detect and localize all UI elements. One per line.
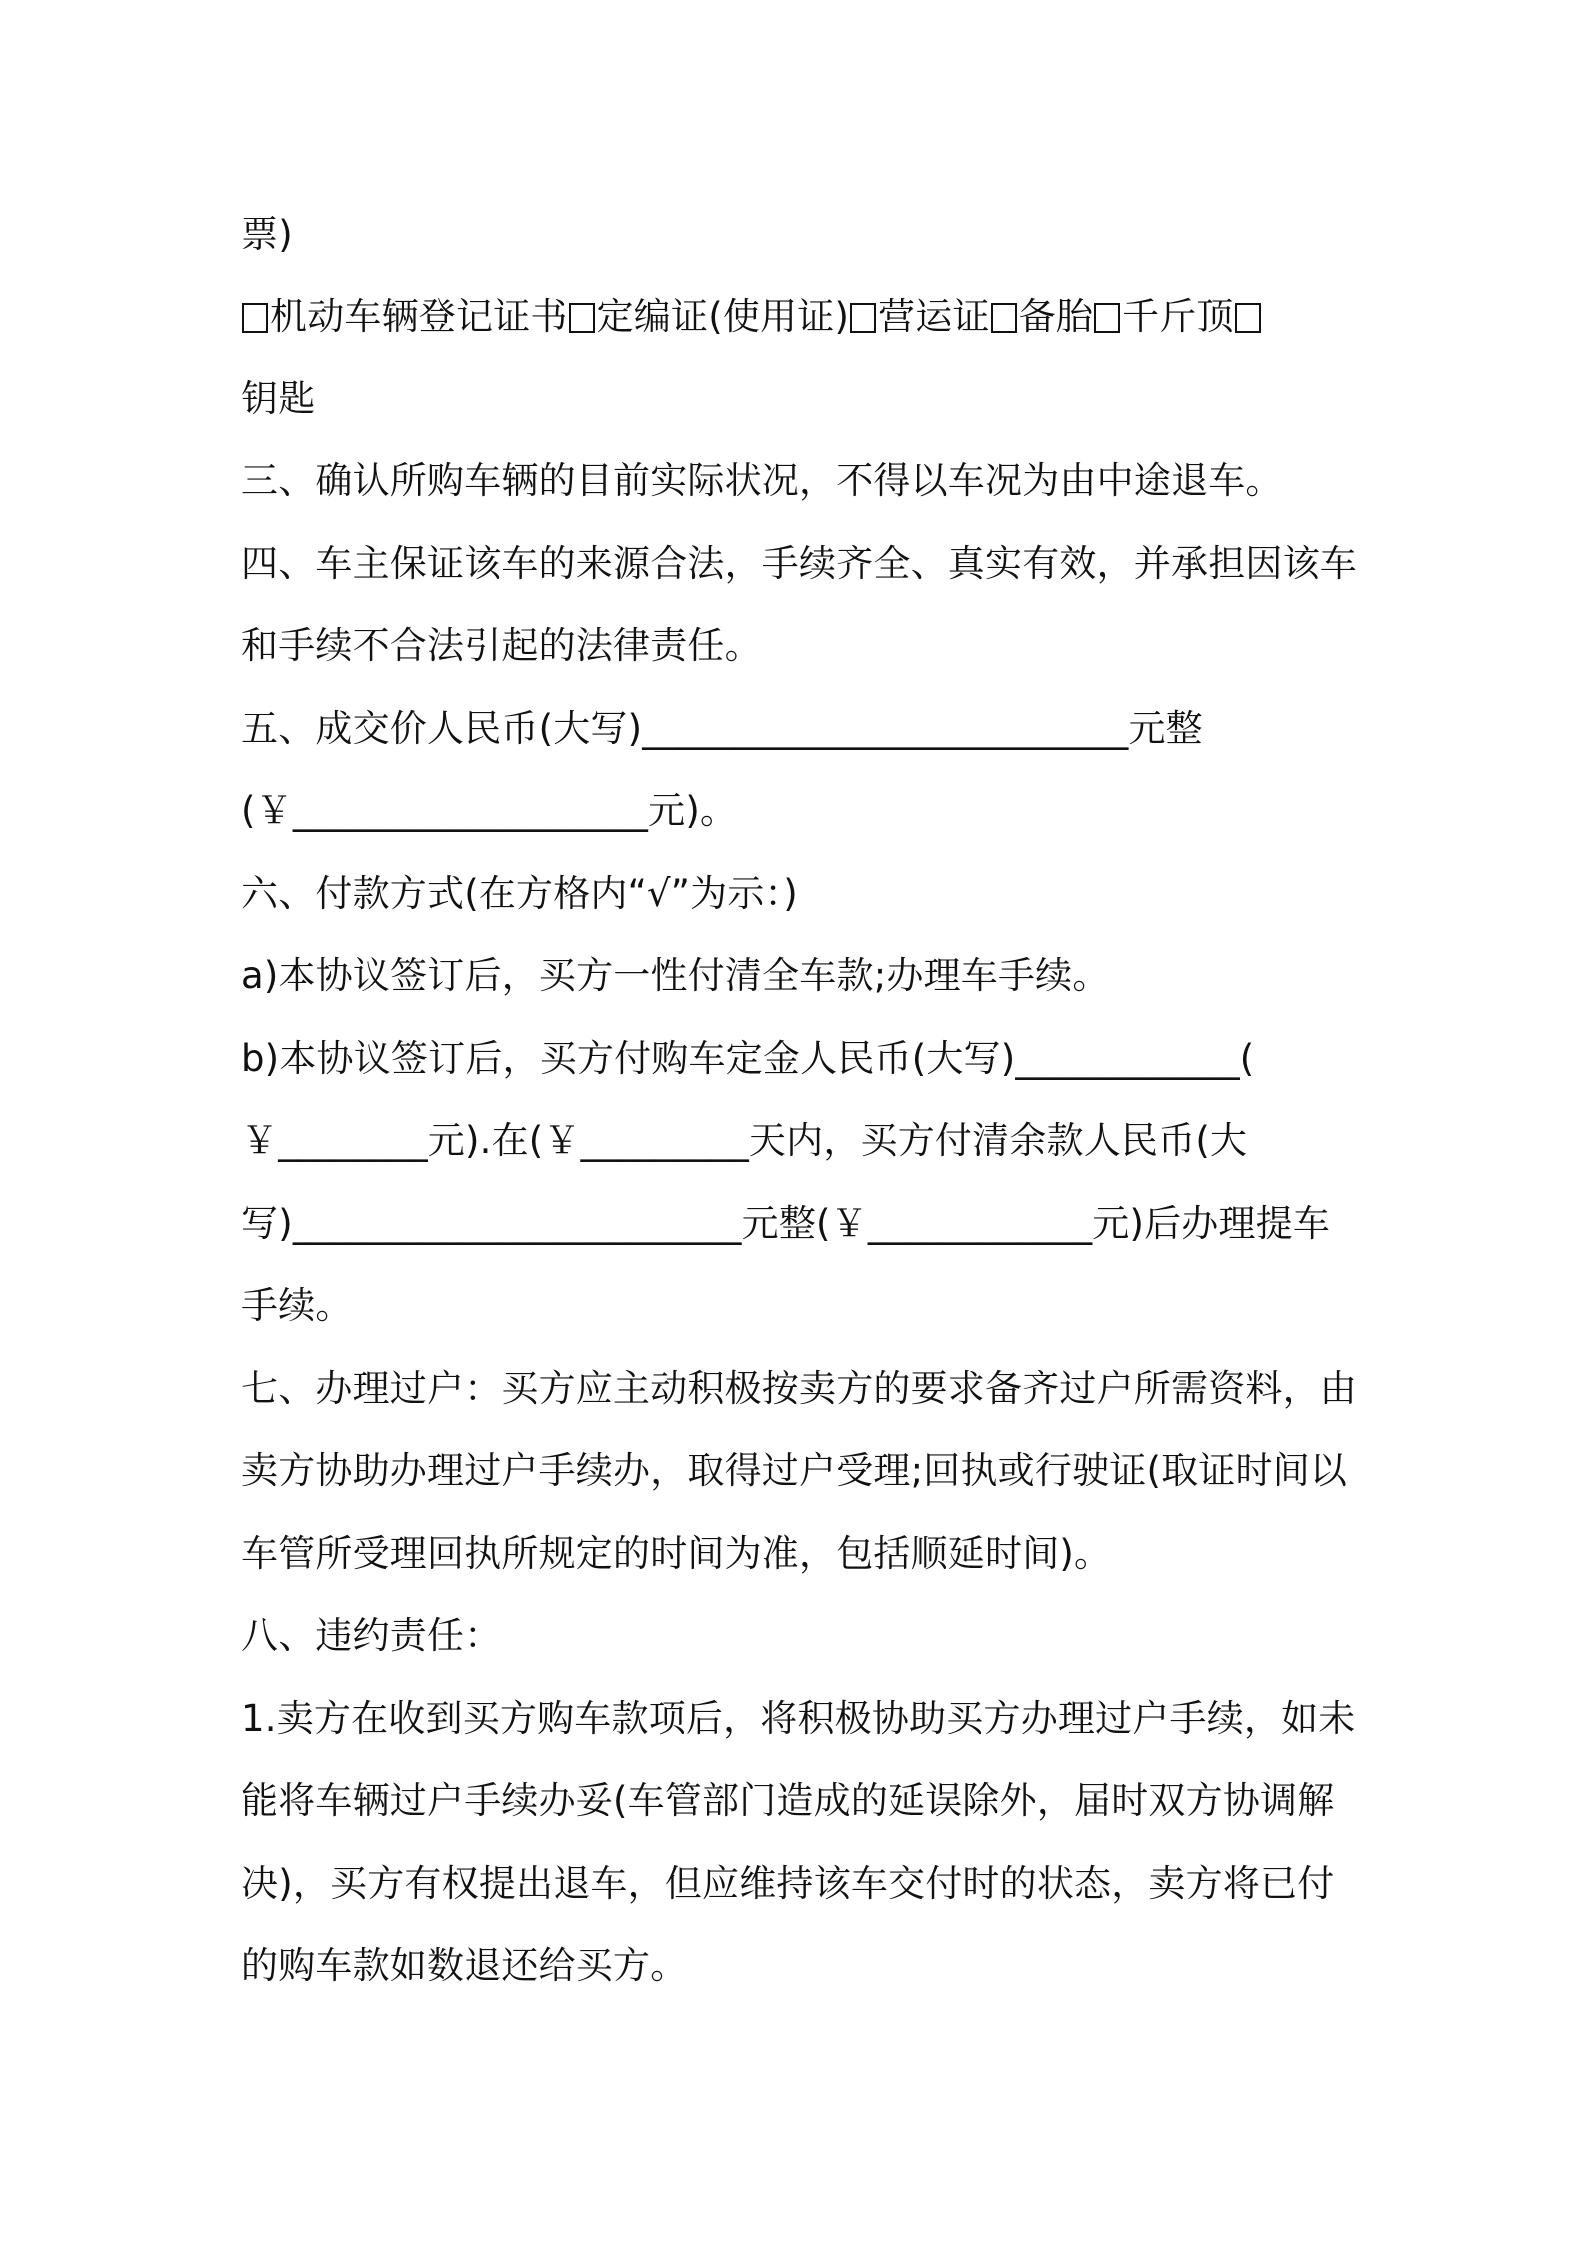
text-line-1: 票)	[241, 213, 293, 256]
clause-8-item-1-line-4: 的购车款如数退还给买方。	[241, 1944, 688, 1987]
clause-6-option-b-line-2: ￥________元).在(￥_________天内，买方付清余款人民币(大	[241, 1119, 1248, 1162]
checkbox-quota-certificate[interactable]	[569, 303, 595, 333]
clause-7-line-2: 卖方协助办理过户手续办，取得过户受理;回执或行驶证(取证时间以	[241, 1449, 1348, 1492]
clause-7-line-1: 七、办理过户：买方应主动积极按卖方的要求备齐过户所需资料，由	[241, 1367, 1357, 1410]
checklist-item-spare-tire: 备胎	[1018, 295, 1094, 338]
checkbox-jack[interactable]	[1094, 303, 1120, 333]
clause-6-option-b-line-4: 手续。	[241, 1284, 353, 1327]
clause-7-line-3: 车管所受理回执所规定的时间为准，包括顺延时间)。	[241, 1532, 1112, 1575]
clause-4-line-1: 四、车主保证该车的来源合法，手续齐全、真实有效，并承担因该车	[241, 542, 1357, 585]
clause-8-item-1-line-3: 决)，买方有权提出退车，但应维持该车交付时的状态，卖方将已付	[241, 1862, 1335, 1905]
clause-6-heading: 六、付款方式(在方格内“√”为示：)	[241, 872, 798, 915]
clause-6-option-b-line-3: 写)________________________元整(￥____________元)后办理提车	[241, 1202, 1331, 1245]
checklist-item-jack: 千斤顶	[1122, 295, 1234, 338]
checkbox-keys[interactable]	[1235, 303, 1261, 333]
clause-8-item-1-line-1: 1.卖方在收到买方购车款项后，将积极协助买方办理过户手续，如未	[241, 1697, 1356, 1740]
clause-6-option-a: a)本协议签订后，买方一性付清全车款;办理车手续。	[241, 954, 1110, 997]
clause-4-line-2: 和手续不合法引起的法律责任。	[241, 624, 762, 667]
checkbox-spare-tire[interactable]	[991, 303, 1017, 333]
checklist-item-operating-permit: 营运证	[878, 295, 990, 338]
text-line-3: 钥匙	[241, 377, 316, 420]
checklist-item-quota-certificate: 定编证(使用证)	[596, 295, 850, 338]
clause-3: 三、确认所购车辆的目前实际状况，不得以车况为由中途退车。	[241, 459, 1283, 502]
checkbox-registration-certificate[interactable]	[242, 303, 268, 333]
checklist-item-registration-certificate: 机动车辆登记证书	[270, 295, 568, 338]
clause-5-line-1: 五、成交价人民币(大写)__________________________元整	[241, 707, 1203, 750]
checklist-line	[241, 293, 1361, 341]
clause-6-option-b-line-1: b)本协议签订后，买方付购车定金人民币(大写)____________(	[241, 1037, 1255, 1080]
clause-8-heading: 八、违约责任：	[241, 1614, 502, 1657]
checkbox-operating-permit[interactable]	[850, 303, 876, 333]
clause-5-line-2: (￥___________________元)。	[241, 789, 738, 832]
clause-8-item-1-line-2: 能将车辆过户手续办妥(车管部门造成的延误除外，届时双方协调解	[241, 1779, 1335, 1822]
